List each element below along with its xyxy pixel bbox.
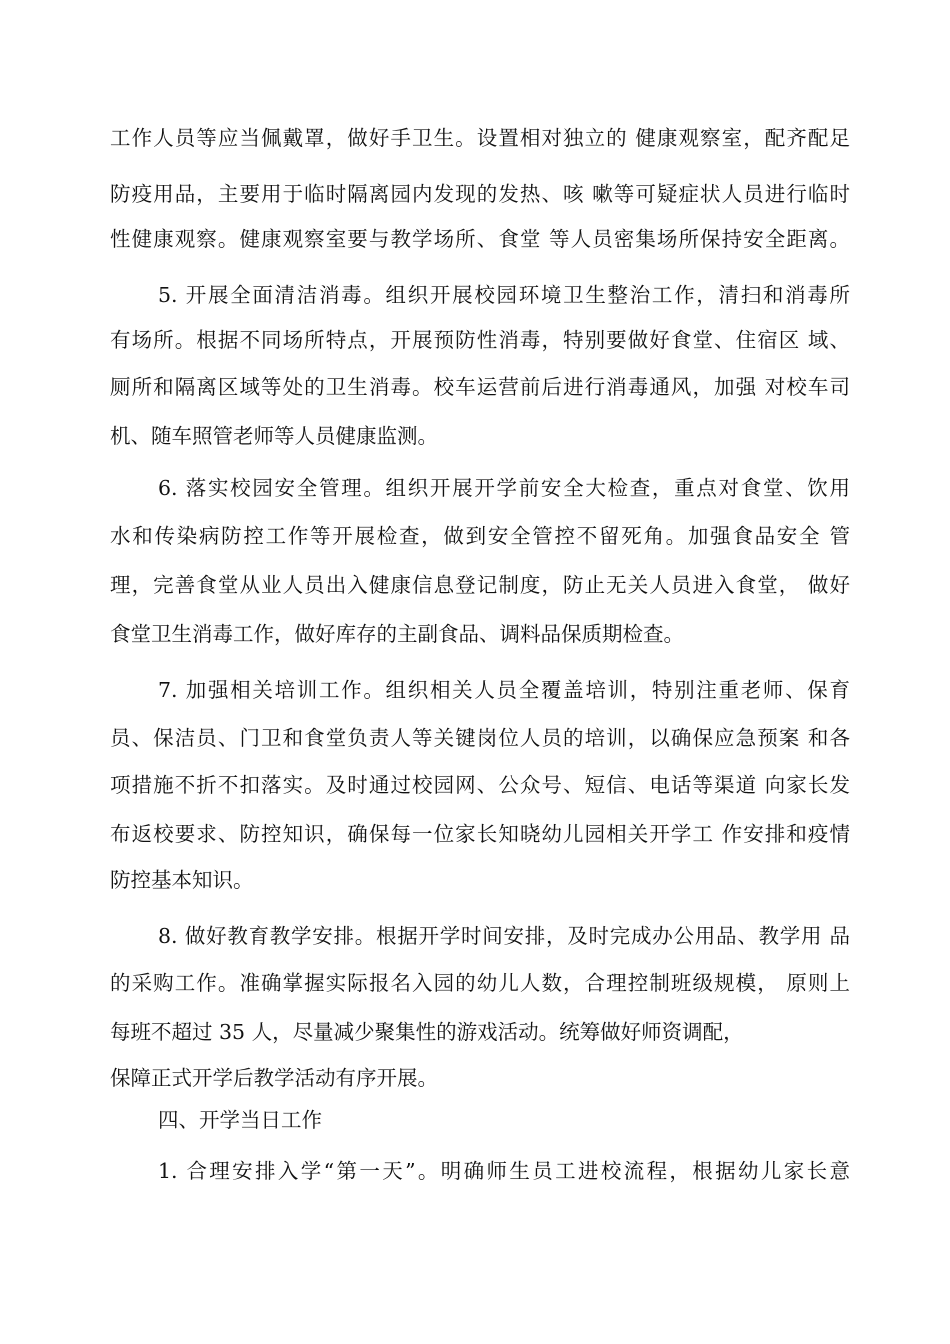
text-line: 理，完善食堂从业人员出入健康信息登记制度，防止无关人员进入食堂， 做好	[110, 573, 850, 597]
text-line: 项措施不折不扣落实。及时通过校园网、公众号、短信、电话等渠道 向家长发	[110, 773, 850, 797]
text-line: 厕所和隔离区域等处的卫生消毒。校车运营前后进行消毒通风，加强 对校车司	[110, 375, 850, 399]
text-line: 员、保洁员、门卫和食堂负责人等关键岗位人员的培训，以确保应急预案 和各	[110, 726, 850, 750]
section-heading: 四、开学当日工作	[158, 1108, 322, 1132]
paragraph-first-line: 1. 合理安排入学“第一天”。明确师生员工进校流程，根据幼儿家长意	[158, 1159, 850, 1183]
paragraph-first-line: 5. 开展全面清洁消毒。组织开展校园环境卫生整治工作，清扫和消毒所	[158, 283, 850, 307]
text-line: 防疫用品，主要用于临时隔离园内发现的发热、咳 嗽等可疑症状人员进行临时	[110, 182, 850, 206]
text-line: 防控基本知识。	[110, 868, 254, 892]
text-line: 保障正式开学后教学活动有序开展。	[110, 1066, 438, 1090]
text-line: 布返校要求、防控知识，确保每一位家长知晓幼儿园相关开学工 作安排和疫情	[110, 822, 850, 846]
paragraph-first-line: 8. 做好教育教学安排。根据开学时间安排，及时完成办公用品、教学用 品	[158, 924, 850, 948]
text-line: 工作人员等应当佩戴罩，做好手卫生。设置相对独立的 健康观察室，配齐配足	[110, 126, 850, 150]
text-line: 食堂卫生消毒工作，做好库存的主副食品、调料品保质期检查。	[110, 622, 684, 646]
paragraph-first-line: 6. 落实校园安全管理。组织开展开学前安全大检查，重点对食堂、饮用	[158, 476, 850, 500]
text-line: 水和传染病防控工作等开展检查，做到安全管控不留死角。加强食品安全 管	[110, 524, 850, 548]
text-line: 机、随车照管老师等人员健康监测。	[110, 424, 438, 448]
text-line: 性健康观察。健康观察室要与教学场所、食堂 等人员密集场所保持安全距离。	[110, 227, 850, 251]
text-line: 的采购工作。准确掌握实际报名入园的幼儿人数，合理控制班级规模， 原则上	[110, 971, 850, 995]
paragraph-first-line: 7. 加强相关培训工作。组织相关人员全覆盖培训，特别注重老师、保育	[158, 678, 850, 702]
text-line: 每班不超过 35 人，尽量减少聚集性的游戏活动。统筹做好师资调配，	[110, 1020, 744, 1044]
text-line: 有场所。根据不同场所特点，开展预防性消毒，特别要做好食堂、住宿区 域、	[110, 328, 850, 352]
